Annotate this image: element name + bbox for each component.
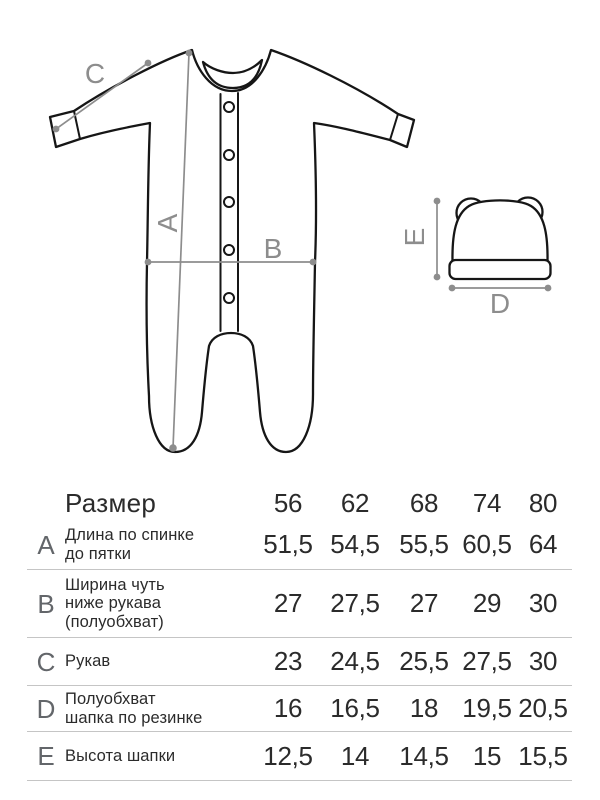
size-column-74: 74 <box>472 487 502 518</box>
value-cell: 15 <box>472 740 502 771</box>
measure-dot <box>186 50 193 57</box>
description-line: Высота шапки <box>65 746 176 765</box>
snap-button <box>224 293 234 303</box>
value-cell: 19,5 <box>462 693 512 723</box>
description-line: Ширина чуть <box>65 575 165 594</box>
snap-button <box>224 245 234 255</box>
size-column-56: 56 <box>273 487 303 518</box>
table-row-e <box>27 732 572 781</box>
value-cell: 27 <box>273 588 303 618</box>
row-description <box>65 690 255 727</box>
table-row-b <box>27 570 572 638</box>
row-letter: D <box>36 693 56 724</box>
row-letter: A <box>37 529 55 560</box>
hat-drawing <box>450 198 551 280</box>
value-cell: 55,5 <box>399 529 449 559</box>
description-line: Рукав <box>65 652 111 671</box>
measure-dot <box>145 60 152 67</box>
measure-dot <box>310 259 317 266</box>
description-line: шапка по резинке <box>65 708 203 727</box>
value-cell: 16,5 <box>330 693 380 723</box>
size-column-80: 80 <box>528 487 558 518</box>
value-cell: 14,5 <box>399 740 449 771</box>
row-letter: B <box>37 588 55 619</box>
value-cell: 14 <box>340 740 370 771</box>
value-cell: 30 <box>528 588 558 618</box>
value-cell: 25,5 <box>399 646 449 676</box>
measure-dot <box>434 274 441 281</box>
value-cell: 51,5 <box>263 529 313 559</box>
row-letter: E <box>37 741 55 771</box>
size-column-68: 68 <box>409 487 439 518</box>
description-line: ниже рукава <box>65 594 161 613</box>
label-b: B <box>263 233 283 264</box>
table-row-d <box>27 686 572 732</box>
snap-button <box>224 102 234 112</box>
row-description <box>65 652 255 671</box>
snap-button <box>224 150 234 160</box>
value-cell: 23 <box>273 646 303 676</box>
value-cell: 60,5 <box>462 529 512 559</box>
hat-dome <box>452 200 547 262</box>
table-header-row <box>27 486 572 520</box>
value-cell: 27,5 <box>462 646 512 676</box>
row-description <box>65 576 255 632</box>
value-cell: 15,5 <box>518 740 568 771</box>
value-cell: 30 <box>528 646 558 676</box>
measure-dot <box>434 198 441 205</box>
measure-dot <box>53 126 60 133</box>
measure-dot <box>145 259 152 266</box>
table-row-c <box>27 638 572 686</box>
value-cell: 12,5 <box>263 740 313 771</box>
value-cell: 18 <box>409 693 439 723</box>
description-line: Полуобхват <box>65 690 156 708</box>
sleepsuit-drawing <box>50 50 414 452</box>
value-cell: 27,5 <box>330 588 380 618</box>
value-cell: 54,5 <box>330 529 380 559</box>
label-c: C <box>84 58 106 89</box>
description-line: (полуобхват) <box>65 612 164 631</box>
size-column-62: 62 <box>340 487 370 518</box>
label-e: E <box>399 227 430 247</box>
snap-button <box>224 197 234 207</box>
label-a: A <box>152 213 183 233</box>
row-letter: C <box>36 646 56 677</box>
value-cell: 24,5 <box>330 646 380 676</box>
value-cell: 27 <box>409 588 439 618</box>
row-description <box>65 526 255 563</box>
value-cell: 20,5 <box>518 693 568 723</box>
description-line: до пятки <box>65 544 132 563</box>
value-cell: 64 <box>528 529 558 559</box>
table-row-a <box>27 520 572 570</box>
row-description <box>65 747 255 766</box>
measure-dot <box>449 285 456 292</box>
hat-brim <box>450 260 551 279</box>
header-size-label: Размер <box>65 487 157 518</box>
measure-dot <box>545 285 552 292</box>
description-line: Длина по спинке <box>65 526 195 544</box>
measure-dot <box>169 444 177 452</box>
size-table <box>27 486 572 781</box>
value-cell: 16 <box>273 693 303 723</box>
label-d: D <box>489 288 511 319</box>
value-cell: 29 <box>472 588 502 618</box>
